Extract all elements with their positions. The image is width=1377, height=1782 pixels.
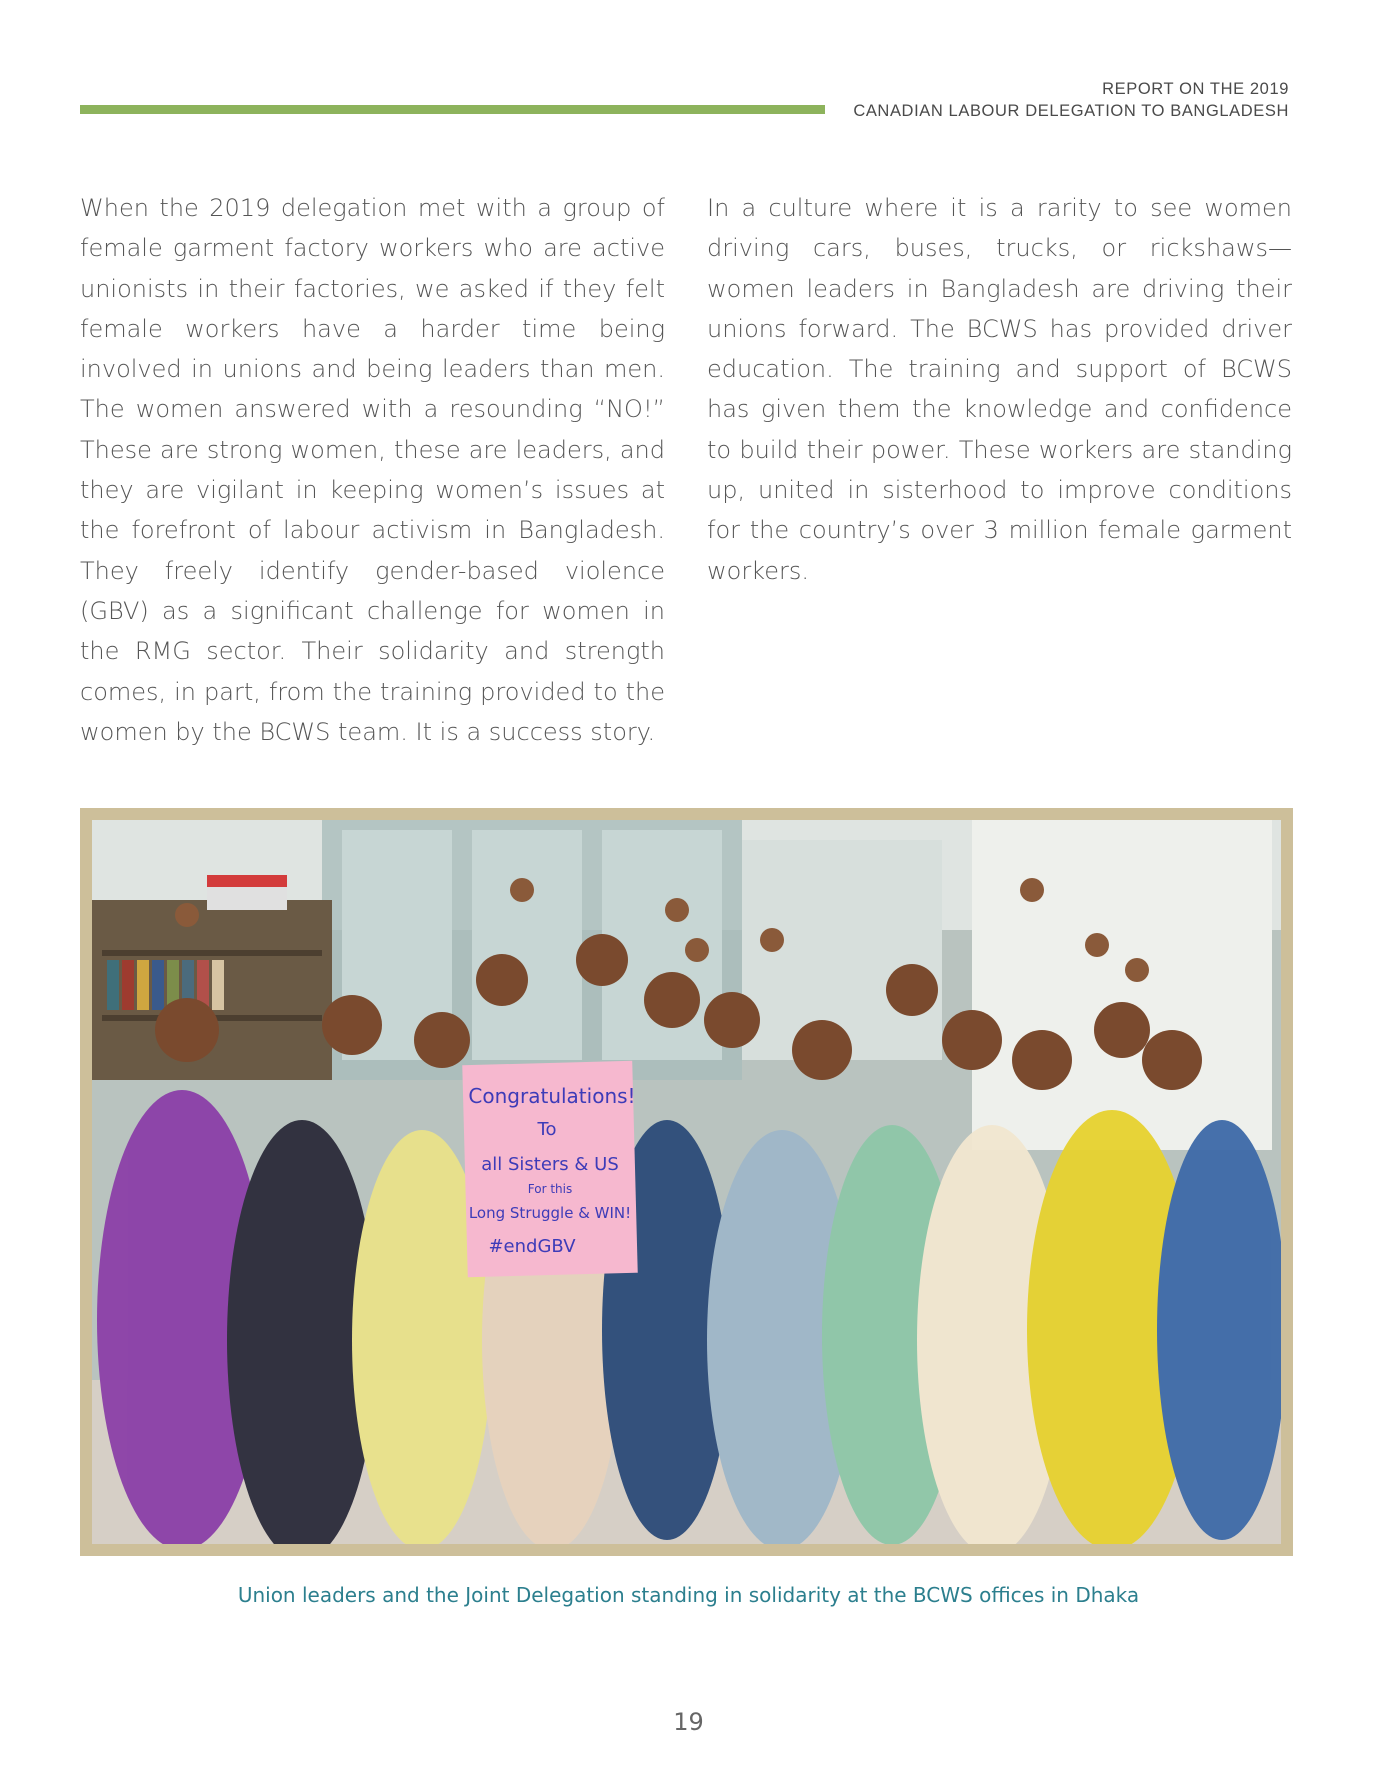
right-column xyxy=(707,188,1292,591)
photo-frame xyxy=(80,808,1293,1556)
page-number: 19 xyxy=(673,1708,704,1736)
sign-line-3: all Sisters & US xyxy=(481,1154,619,1175)
sign-line-2: To xyxy=(537,1119,557,1140)
sign-line-1: Congratulations! xyxy=(468,1084,636,1108)
report-header xyxy=(853,78,1289,122)
sign-line-4: For this xyxy=(527,1182,573,1196)
group-photo-illustration xyxy=(92,820,1281,1544)
sign-line-6: #endGBV xyxy=(488,1236,576,1257)
left-paragraph: When the 2019 delegation met with a group of female garment factory workers who are active unionists in their factories, we asked if they felt female workers have a harder time being involved in unions and being leaders than men. The women answered with a resounding “NO!” These are strong women, these are leaders, and they are vigilant in keeping women’s issues at the forefront of labour activism in Bangladesh. They freely identify gender-based violence (GBV) as a significant challenge for women in the RMG sector. Their solidarity and strength comes, in part, from the training provided to the women by the BCWS team. It is a success story. xyxy=(80,194,665,746)
header-accent-bar xyxy=(80,105,825,114)
left-column xyxy=(80,188,665,752)
group-photo xyxy=(92,820,1281,1544)
header-line-2: CANADIAN LABOUR DELEGATION TO BANGLADESH xyxy=(853,102,1289,120)
sign-line-5: Long Struggle & WIN! xyxy=(468,1204,632,1222)
header-line-1: REPORT ON THE 2019 xyxy=(1102,80,1289,98)
photo-caption: Union leaders and the Joint Delegation standing in solidarity at the BCWS offices in Dhaka xyxy=(237,1583,1140,1607)
right-paragraph: In a culture where it is a rarity to see women driving cars, buses, trucks, or rickshaws—women leaders in Bangladesh are driving their unions forward. The BCWS has provided driver education. The training and support of BCWS has given them the knowledge and confidence to build their power. These workers are standing up, united in sisterhood to improve conditions for the country’s over 3 million female garment workers. xyxy=(707,194,1292,585)
